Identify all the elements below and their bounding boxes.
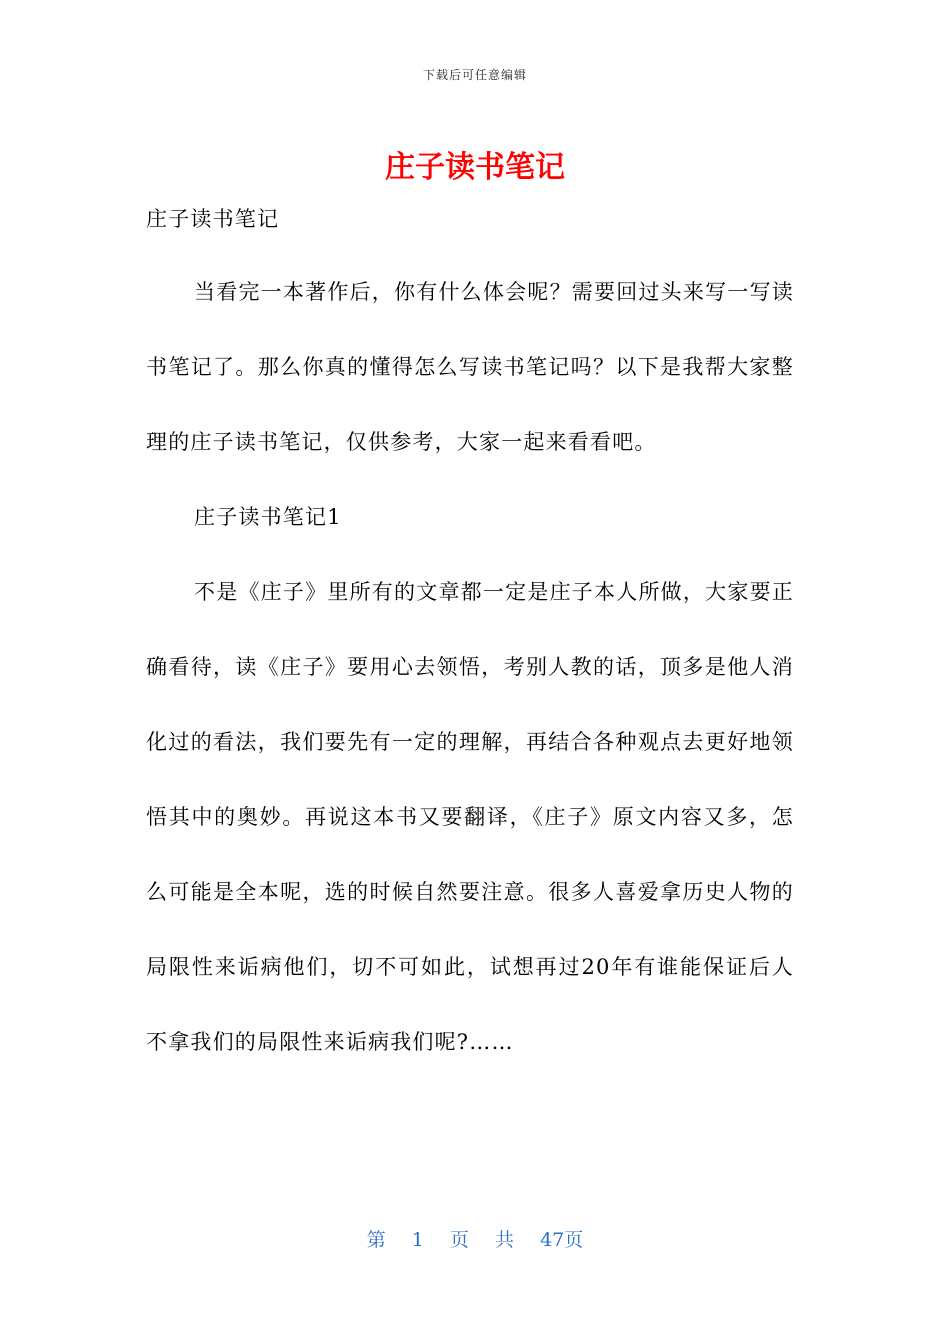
- intro-paragraph: 当看完一本著作后，你有什么体会呢？需要回过头来写一写读书笔记了。那么你真的懂得怎么写读书笔记吗？以下是我帮大家整理的庄子读书笔记，仅供参考，大家一起来看看吧。: [146, 280, 794, 454]
- document-title: 庄子读书笔记: [385, 150, 565, 185]
- footer-prefix: 第: [366, 1229, 386, 1251]
- header-note: 下载后可任意编辑: [422, 68, 527, 82]
- footer-current-page: 1: [411, 1229, 424, 1251]
- footer-page-label: 页: [449, 1229, 469, 1251]
- footer-total-label: 共: [495, 1229, 515, 1251]
- page-footer: [0, 1225, 950, 1252]
- footer-total-pages: 47页: [540, 1229, 584, 1251]
- section-heading: 庄子读书笔记1: [194, 505, 342, 529]
- document-subtitle: 庄子读书笔记: [146, 207, 280, 231]
- body-paragraph: 不是《庄子》里所有的文章都一定是庄子本人所做，大家要正确看待，读《庄子》要用心去领悟，考别人教的话，顶多是他人消化过的看法，我们要先有一定的理解，再结合各种观点去更好地领悟其中的奥妙。再说这本书又要翻译，《庄子》原文内容又多，怎么可能是全本呢，选的时候自然要注意。很多人喜爱拿历史人物的局限性来诟病他们，切不可如此，试想再过20年有谁能保证后人不拿我们的局限性来诟病我们呢?……: [146, 580, 794, 1054]
